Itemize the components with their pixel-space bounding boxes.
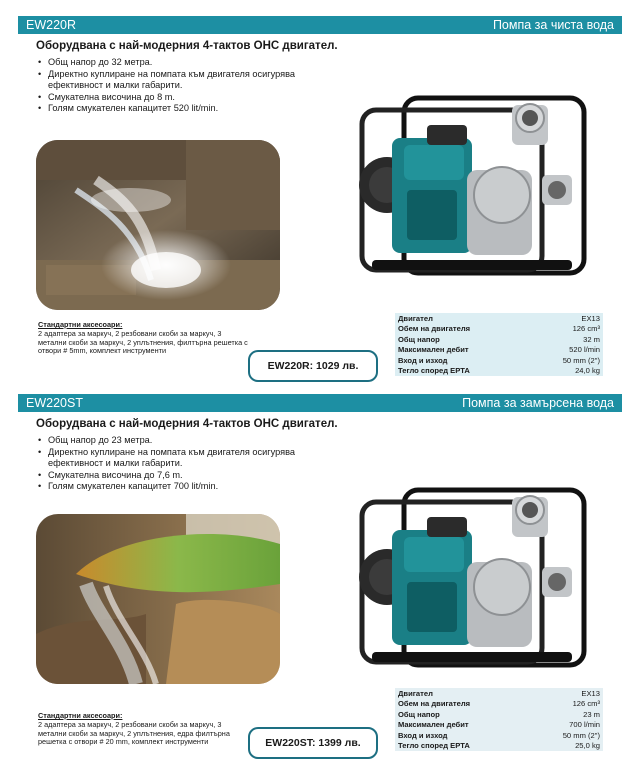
spec-row xyxy=(395,345,603,356)
spec-value: 23 m xyxy=(583,709,600,719)
spec-row xyxy=(395,730,603,741)
product-category: Помпа за замърсена вода xyxy=(462,396,614,410)
product-section-ew220st xyxy=(0,394,640,782)
spec-label: Вход и изход xyxy=(398,730,448,740)
spec-label: Двигател xyxy=(398,313,433,323)
spec-row xyxy=(395,720,603,731)
water-splash-image xyxy=(36,140,280,310)
spec-table xyxy=(395,688,603,751)
section-header-banner xyxy=(18,16,622,34)
water-leaf-image xyxy=(36,514,280,684)
water-leaf-photo xyxy=(36,514,280,684)
spec-label: Обем на двигателя xyxy=(398,699,471,709)
spec-label: Тегло според EPTA xyxy=(398,366,470,376)
accessories-text: 2 адаптера за маркуч, 2 резбовани скоби за маркуч, 3 метални скоби за маркуч, 2 уплътнения, филтърна решетка с отвори # 5mm, комплект инструменти xyxy=(38,328,248,356)
water-splash-photo xyxy=(36,140,280,310)
spec-label: Максимален дебит xyxy=(398,720,469,730)
spec-value: EX13 xyxy=(581,313,600,323)
feature-item: • Общ напор до 32 метра. xyxy=(38,57,338,69)
spec-label: Общ напор xyxy=(398,709,440,719)
feature-item: • Директно куплиране на помпата към двигателя осигурява ефективност и малки габарити. xyxy=(38,447,338,470)
feature-list xyxy=(38,57,338,115)
spec-row xyxy=(395,741,603,752)
spec-label: Тегло според EPTA xyxy=(398,741,470,751)
product-category: Помпа за чиста вода xyxy=(492,18,614,32)
feature-item: • Смукателна височина до 7,6 m. xyxy=(38,470,338,482)
model-name: EW220R xyxy=(26,18,77,32)
spec-value: 32 m xyxy=(583,334,600,344)
accessories-title: Стандартни аксесоари: xyxy=(38,320,123,329)
spec-value: 50 mm (2") xyxy=(562,730,600,740)
spec-value: 520 l/min xyxy=(569,345,600,355)
model-name: EW220ST xyxy=(26,396,83,410)
spec-row xyxy=(395,688,603,699)
spec-label: Вход и изход xyxy=(398,355,448,365)
feature-item: • Смукателна височина до 8 m. xyxy=(38,92,338,104)
price-badge: EW220ST: 1399 лв. xyxy=(248,727,378,759)
feature-item: • Общ напор до 23 метра. xyxy=(38,435,338,447)
product-headline: Оборудвана с най-модерния 4-тактов OHC двигател. xyxy=(36,40,338,52)
spec-value: 700 l/min xyxy=(569,720,600,730)
accessories-title: Стандартни аксесоари: xyxy=(38,711,123,720)
section-header-banner xyxy=(18,394,622,412)
standard-accessories xyxy=(38,321,248,356)
spec-row xyxy=(395,366,603,377)
spec-label: Общ напор xyxy=(398,334,440,344)
spec-value: 25,0 kg xyxy=(575,741,600,751)
pump-image xyxy=(352,482,602,672)
feature-item: • Голям смукателен капацитет 520 lit/min. xyxy=(38,103,338,115)
standard-accessories xyxy=(38,712,248,747)
spec-row xyxy=(395,699,603,710)
pump-image xyxy=(352,90,602,280)
price-badge: EW220R: 1029 лв. xyxy=(248,350,378,382)
spec-value: 126 cm³ xyxy=(572,699,600,709)
spec-label: Максимален дебит xyxy=(398,345,469,355)
spec-value: 24,0 kg xyxy=(575,366,600,376)
spec-row xyxy=(395,334,603,345)
accessories-text: 2 адаптера за маркуч, 2 резбовани скоби за маркуч, 3 метални скоби за маркуч, 2 уплътнения, едра филтърна решетка с отвори # 20 mm, комплект инструменти xyxy=(38,719,230,747)
feature-list xyxy=(38,435,338,493)
spec-value: 126 cm³ xyxy=(572,324,600,334)
spec-row xyxy=(395,313,603,324)
spec-row xyxy=(395,709,603,720)
spec-label: Обем на двигателя xyxy=(398,324,471,334)
water-pump-icon xyxy=(352,482,602,672)
water-pump-icon xyxy=(352,90,602,280)
spec-row xyxy=(395,324,603,335)
spec-value: 50 mm (2") xyxy=(562,355,600,365)
spec-label: Двигател xyxy=(398,688,433,698)
product-headline: Оборудвана с най-модерния 4-тактов OHC двигател. xyxy=(36,418,338,430)
feature-item: • Директно куплиране на помпата към двигателя осигурява ефективност и малки габарити. xyxy=(38,69,338,92)
spec-table xyxy=(395,313,603,376)
spec-row xyxy=(395,355,603,366)
spec-value: EX13 xyxy=(581,688,600,698)
feature-item: • Голям смукателен капацитет 700 lit/min. xyxy=(38,481,338,493)
